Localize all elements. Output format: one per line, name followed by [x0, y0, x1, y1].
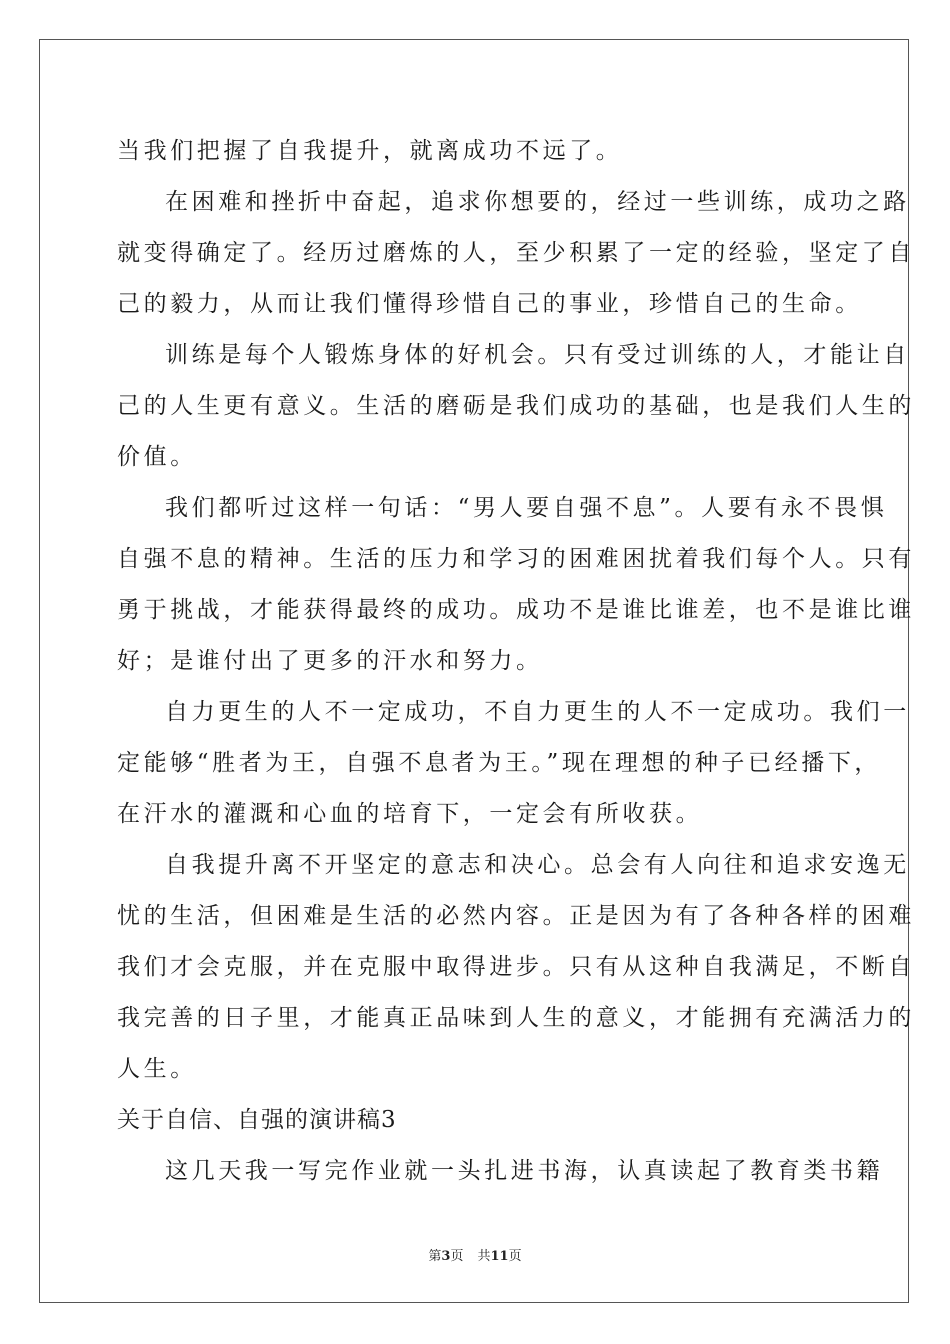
- text-line: 就变得确定了。经历过磨炼的人，至少积累了一定的经验，坚定了自: [117, 240, 915, 266]
- page-number: 3: [441, 1249, 451, 1264]
- text-line: 价值。: [117, 444, 197, 470]
- text-line: 忧的生活，但困难是生活的必然内容。正是因为有了各种各样的困难: [117, 903, 915, 929]
- total-pages: 11: [490, 1249, 509, 1264]
- text-line: 在汗水的灌溉和心血的培育下，一定会有所收获。: [117, 801, 703, 827]
- text-line: 我完善的日子里，才能真正品味到人生的意义，才能拥有充满活力的: [117, 1005, 915, 1031]
- total-prefix: 共: [477, 1249, 491, 1264]
- total-suffix: 页: [508, 1249, 522, 1264]
- text-line: 好；是谁付出了更多的汗水和努力。: [117, 648, 543, 674]
- text-line: 定能够“胜者为王，自强不息者为王。”现在理想的种子已经播下，: [117, 750, 882, 776]
- text-line: 己的毅力，从而让我们懂得珍惜自己的事业，珍惜自己的生命。: [117, 291, 862, 317]
- document-body: [117, 126, 915, 1197]
- paragraph-first-line: 这几天我一写完作业就一头扎进书海，认真读起了教育类书籍: [165, 1158, 884, 1184]
- section-heading: 关于自信、自强的演讲稿3: [117, 1107, 397, 1133]
- text-line: 勇于挑战，才能获得最终的成功。成功不是谁比谁差，也不是谁比谁: [117, 597, 915, 623]
- paragraph-first-line: 自力更生的人不一定成功，不自力更生的人不一定成功。我们一: [165, 699, 910, 725]
- text-line: 我们才会克服，并在克服中取得进步。只有从这种自我满足，不断自: [117, 954, 915, 980]
- paragraph-first-line: 我们都听过这样一句话：“男人要自强不息”。人要有永不畏惧: [165, 495, 888, 521]
- page-prefix: 第: [428, 1249, 442, 1264]
- page-suffix: 页: [450, 1249, 464, 1264]
- text-line: 当我们把握了自我提升，就离成功不远了。: [117, 138, 623, 164]
- text-line: 己的人生更有意义。生活的磨砺是我们成功的基础，也是我们人生的: [117, 393, 915, 419]
- text-line: 人生。: [117, 1056, 197, 1082]
- text-line: 自强不息的精神。生活的压力和学习的困难困扰着我们每个人。只有: [117, 546, 915, 572]
- paragraph-first-line: 在困难和挫折中奋起，追求你想要的，经过一些训练，成功之路: [165, 189, 910, 215]
- paragraph-first-line: 训练是每个人锻炼身体的好机会。只有受过训练的人，才能让自: [165, 342, 910, 368]
- paragraph-first-line: 自我提升离不开坚定的意志和决心。总会有人向往和追求安逸无: [165, 852, 910, 878]
- page-footer: [0, 1245, 950, 1264]
